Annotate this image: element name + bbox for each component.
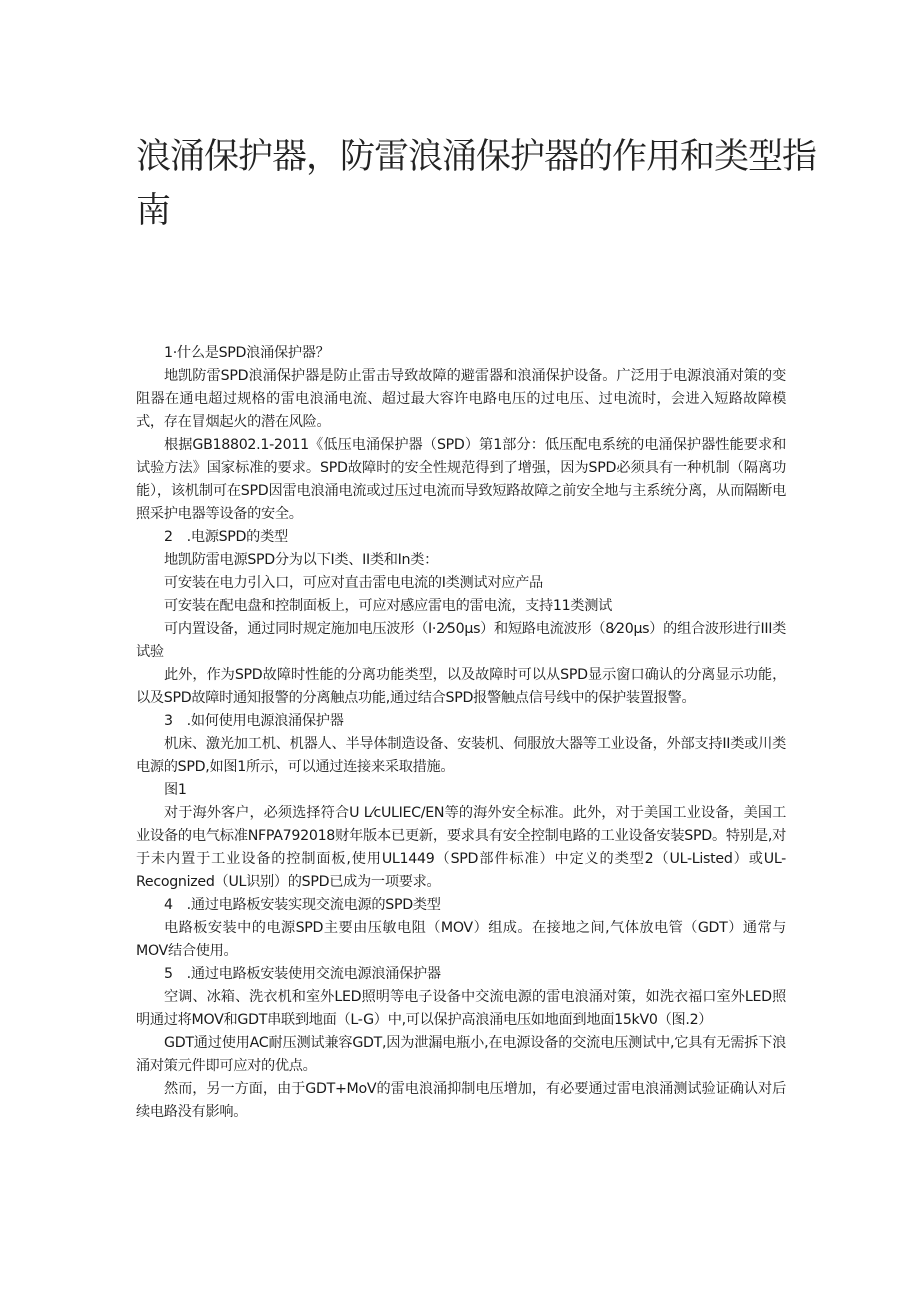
paragraph: 可内置设备，通过同时规定施加电压波形（I·2⁄50μs）和短路电流波形（8⁄20μs）的组合波形进行III类试验 xyxy=(136,621,786,660)
heading-5: 5 .通过电路板安装使用交流电源浪涌保护器 xyxy=(164,966,441,982)
paragraph: 空调、冰箱、洗衣机和室外LED照明等电子设备中交流电源的雷电浪涌对策，如洗衣福口室外LED照明通过将MOV和GDT串联到地面（L-G）中,可以保护高浪涌电压如地面到地面15kV0（图.2） xyxy=(136,989,786,1028)
paragraph: 可安装在配电盘和控制面板上，可应对感应雷电的雷电流，支持11类测试 xyxy=(164,598,612,614)
heading-4: 4 .通过电路板安装实现交流电源的SPD类型 xyxy=(164,897,441,913)
heading-3: 3 .如何使用电源浪涌保护器 xyxy=(164,713,344,729)
paragraph: 机床、激光加工机、机器人、半导体制造设备、安装机、伺服放大器等工业设备，外部支持II类或川类电源的SPD,如图1所示，可以通过连接来采取措施。 xyxy=(136,736,786,775)
paragraph: 地凯防雷电源SPD分为以下I类、II类和In类： xyxy=(164,552,439,568)
document-body xyxy=(136,342,786,1124)
paragraph: 然而，另一方面，由于GDT+MoV的雷电浪涌抑制电压增加，有必要通过雷电浪涌测试验证确认对后续电路没有影响。 xyxy=(136,1081,786,1120)
paragraph: 可安装在电力引入口，可应对直击雷电电流的I类测试对应产品 xyxy=(164,575,543,591)
paragraph: 对于海外客户，必须选择符合U L⁄cULIEC/EN等的海外安全标准。此外，对于美国工业设备，美国工业设备的电气标准NFPA792018财年版本已更新，要求具有安全控制电路的工业设备安装SPD。特别是,对于未内置于工业设备的控制面板,使用UL1449（SPD部件标准）中定义的类型2（UL-Listed）或UL-Recognized（UL识别）的SPD已成为一项要求。 xyxy=(136,805,786,890)
paragraph: 此外，作为SPD故障时性能的分离功能类型，以及故障时可以从SPD显示窗口确认的分离显示功能，以及SPD故障时通知报警的分离触点功能,通过结合SPD报警触点信号线中的保护装置报警。 xyxy=(136,667,786,706)
figure-caption: 图1 xyxy=(164,782,187,798)
heading-2: 2 .电源SPD的类型 xyxy=(164,529,288,545)
paragraph: 电路板安装中的电源SPD主要由压敏电阻（MOV）组成。在接地之间,气体放电管（GDT）通常与MOV结合使用。 xyxy=(136,920,786,959)
paragraph: 地凯防雷SPD浪涌保护器是防止雷击导致故障的避雷器和浪涌保护设备。广泛用于电源浪涌对策的变阻器在通电超过规格的雷电浪涌电流、超过最大容许电路电压的过电压、过电流时，会进入短路故障模式，存在冒烟起火的潜在风险。 xyxy=(136,368,786,430)
paragraph: GDT通过使用AC耐压测试兼容GDT,因为泄漏电瓶小,在电源设备的交流电压测试中,它具有无需拆下浪涌对策元件即可应对的优点。 xyxy=(136,1035,786,1074)
paragraph: 根据GB18802.1-2011《低压电涌保护器（SPD）第1部分：低压配电系统的电涌保护器性能要求和试验方法》国家标准的要求。SPD故障时的安全性规范得到了增强，因为SPD必须具有一种机制（隔离功能），该机制可在SPD因雷电浪涌电流或过压过电流而导致短路故障之前安全地与主系统分离，从而隔断电照采护电器等设备的安全。 xyxy=(136,437,786,522)
heading-1: 1·什么是SPD浪涌保护器？ xyxy=(164,345,330,361)
document-title: 浪涌保护器，防雷浪涌保护器的作用和类型指南 xyxy=(136,137,817,231)
